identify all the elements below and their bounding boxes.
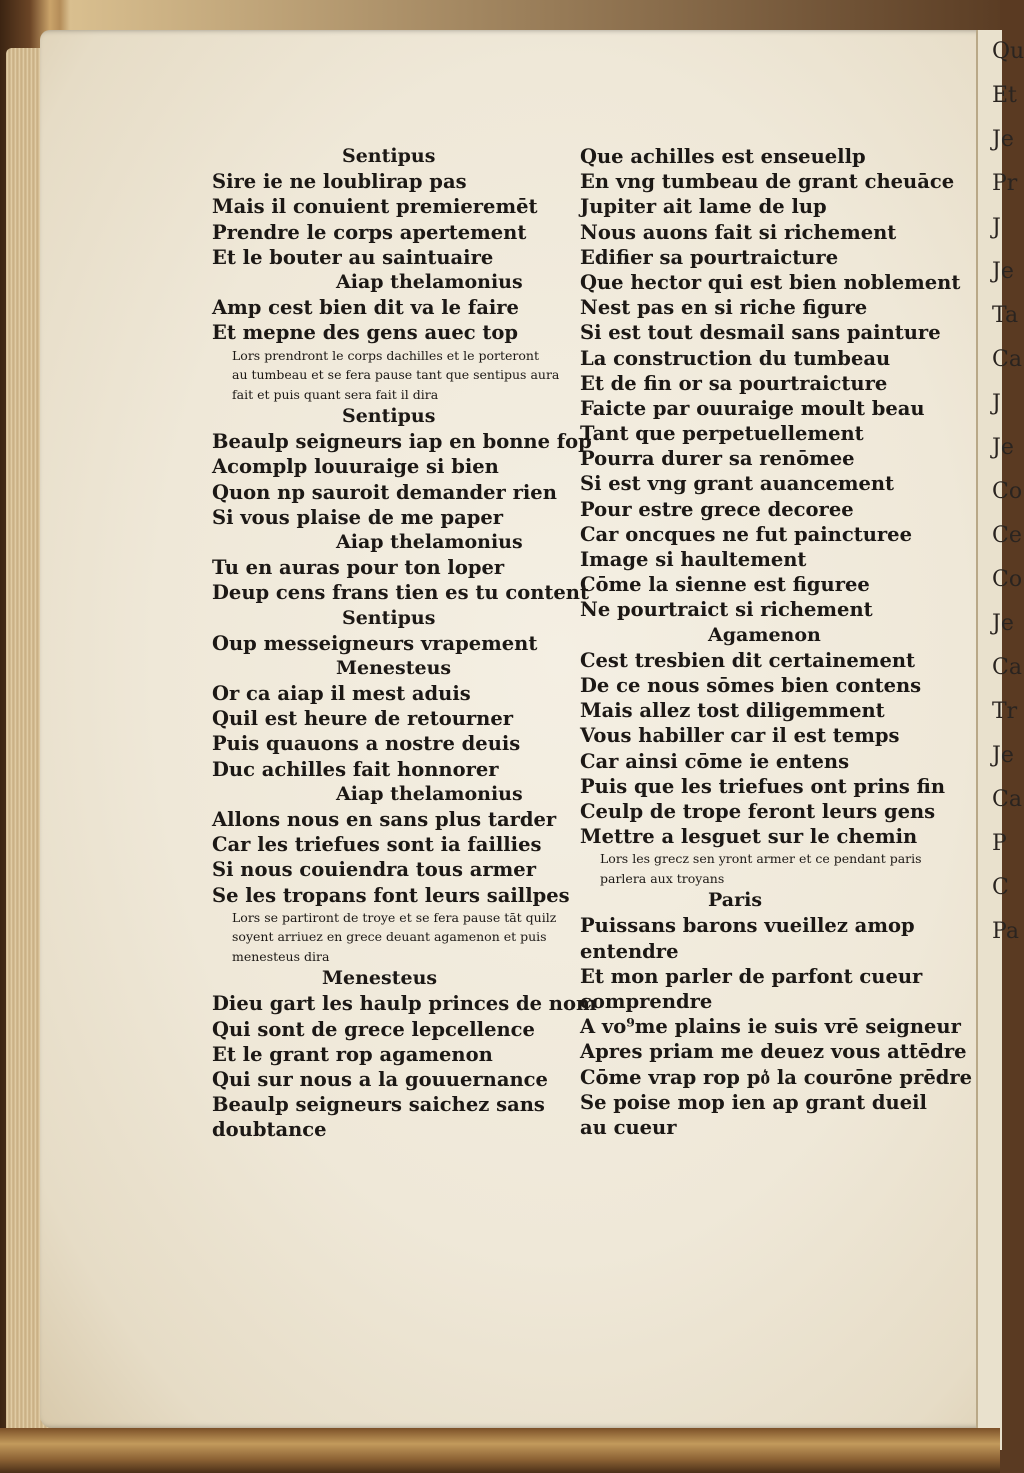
stage-direction: parlera aux troyans — [600, 870, 725, 886]
verse-line: Ceulp de trope feront leurs gens — [580, 799, 936, 823]
verse-line: Se poise mop ien ap grant dueil — [580, 1090, 927, 1114]
verse-line: Si est tout desmail sans painture — [580, 321, 941, 345]
verse-line: Tu en auras pour ton loper — [212, 556, 505, 580]
verse-line: Allons nous en sans plus tarder — [212, 808, 557, 831]
speaker-name: Sentipus — [342, 145, 436, 167]
adjacent-page-line-fragment: Qu — [992, 39, 1024, 64]
adjacent-page-line-fragment: Ca — [992, 347, 1022, 372]
verse-line: Si est vng grant auancement — [580, 472, 895, 496]
verse-line: Et mon parler de parfont cueur — [580, 964, 923, 988]
verse-line: doubtance — [212, 1118, 327, 1142]
verse-line: Mais il conuient premieremēt — [212, 195, 538, 219]
verse-line: Nest pas en si riche figure — [580, 296, 868, 320]
binding-edge — [0, 1428, 1000, 1473]
adjacent-page-line-fragment: J — [992, 215, 1001, 240]
verse-line: Qui sont de grece lepcellence — [212, 1017, 535, 1041]
speaker-name: Sentipus — [342, 606, 436, 629]
verse-line: Pourra durer sa renōmee — [580, 447, 855, 471]
adjacent-page-line-fragment: Co — [992, 567, 1023, 592]
adjacent-page-line-fragment: Je — [992, 435, 1014, 460]
adjacent-page-line-fragment: Je — [992, 127, 1014, 152]
verse-line: Se les tropans font leurs saillpes — [212, 883, 570, 907]
adjacent-page-line-fragment: Ca — [992, 787, 1022, 812]
adjacent-page-line-fragment: Et — [992, 83, 1017, 108]
adjacent-page-line-fragment: J — [992, 391, 1001, 416]
stage-direction: soyent arriuez en grece deuant agamenon et puis — [232, 929, 547, 945]
adjacent-page-edge — [976, 30, 1024, 1450]
speaker-name: Agamenon — [708, 623, 821, 646]
stage-direction: Lors se partiront de troye et se fera pause tāt quilz — [232, 909, 557, 925]
verse-line: Beaulp seigneurs iap en bonne fop — [212, 430, 592, 454]
verse-line: Dieu gart les haulp princes de nom — [212, 992, 597, 1016]
verse-line: De ce nous sōmes bien contens — [580, 673, 922, 697]
verse-line: Mettre a lesguet sur le chemin — [580, 825, 918, 849]
speaker-name: Paris — [708, 889, 763, 912]
verse-line: Et le grant rop agamenon — [212, 1042, 493, 1066]
verse-line: Beaulp seigneurs saichez sans — [212, 1093, 545, 1117]
speaker-name: Sentipus — [342, 405, 436, 427]
verse-line: Car les triefues sont ia faillies — [212, 833, 542, 857]
verse-line: Jupiter ait lame de lup — [580, 195, 827, 219]
verse-line: Pour estre grece decoree — [580, 497, 854, 521]
verse-line: Quil est heure de retourner — [212, 707, 514, 731]
speaker-name: Aiap thelamonius — [336, 782, 523, 805]
adjacent-page-line-fragment: Je — [992, 611, 1014, 636]
stage-direction: menesteus dira — [232, 948, 330, 964]
verse-line: Si vous plaise de me paper — [212, 505, 504, 529]
verse-line: Ne pourtraict si richement — [580, 598, 873, 622]
adjacent-page-line-fragment: C — [992, 875, 1009, 900]
verse-line: Quon np sauroit demander rien — [212, 480, 557, 504]
verse-line: Image si haultement — [580, 548, 807, 571]
verse-line: Que achilles est enseuellp — [580, 145, 866, 168]
verse-line: Si nous couiendra tous armer — [212, 858, 536, 882]
verse-line: entendre — [580, 939, 679, 963]
speaker-name: Menesteus — [336, 656, 452, 679]
verse-line: Car oncques ne fut paincturee — [580, 522, 912, 546]
speaker-name: Aiap thelamonius — [336, 270, 523, 293]
verse-line: Cōme vrap rop po͛ la courōne prēdre — [580, 1065, 973, 1089]
verse-line: Et de fin or sa pourtraicture — [580, 371, 888, 395]
verse-line: Sire ie ne loublirap pas — [212, 170, 467, 194]
stage-direction: Lors les grecz sen yront armer et ce pendant paris — [600, 851, 922, 867]
adjacent-page-line-fragment: Ca — [992, 655, 1022, 680]
verse-line: Puis quauons a nostre deuis — [212, 732, 521, 756]
verse-line: La construction du tumbeau — [580, 346, 891, 370]
verse-line: Vous habiller car il est temps — [580, 724, 900, 748]
verse-line: Edifier sa pourtraicture — [580, 245, 839, 269]
verse-line: Apres priam me deuez vous attēdre — [580, 1040, 967, 1064]
verse-line: Duc achilles fait honnorer — [212, 757, 499, 781]
adjacent-page-line-fragment: Ce — [992, 523, 1022, 548]
verse-line: Tant que perpetuellement — [580, 422, 864, 446]
verse-line: Or ca aiap il mest aduis — [212, 682, 471, 706]
verse-line: Car ainsi cōme ie entens — [580, 749, 850, 773]
verse-line: Puis que les triefues ont prins fin — [580, 774, 946, 798]
verse-line: Mais allez tost diligemment — [580, 699, 885, 723]
verse-line: Que hector qui est bien noblement — [580, 270, 961, 294]
verse-line: Deup cens frans tien es tu content — [212, 581, 589, 605]
stage-direction: au tumbeau et se fera pause tant que sentipus aura — [232, 367, 560, 382]
verse-line: En vng tumbeau de grant cheuāce — [580, 170, 955, 194]
verse-line: Puissans barons vueillez amop — [580, 914, 915, 938]
adjacent-page-line-fragment: Pa — [992, 919, 1019, 944]
verse-line: Et le bouter au saintuaire — [212, 245, 494, 269]
verse-line: Cest tresbien dit certainement — [580, 648, 916, 672]
adjacent-page-line-fragment: Je — [992, 743, 1014, 768]
verse-line: Acomplp louuraige si bien — [212, 455, 499, 479]
verse-line: au cueur — [580, 1115, 677, 1139]
verse-line: Oup messeigneurs vrapement — [212, 631, 538, 655]
stage-direction: fait et puis quant sera fait il dira — [232, 386, 439, 402]
adjacent-page-line-fragment: Co — [992, 479, 1023, 504]
verse-line: Cōme la sienne est figuree — [580, 573, 870, 597]
left-text-column — [212, 144, 597, 1143]
verse-line: Qui sur nous a la gouuernance — [212, 1068, 548, 1091]
verse-line: A vo⁹me plains ie suis vrē seigneur — [580, 1015, 961, 1039]
adjacent-page-line-fragment: P — [992, 831, 1007, 856]
adjacent-page-line-fragment: Tr — [992, 699, 1018, 724]
verse-line: Amp cest bien dit va le faire — [212, 296, 519, 320]
verse-line: Faicte par ouuraige moult beau — [580, 396, 925, 420]
speaker-name: Aiap thelamonius — [336, 530, 523, 553]
verse-line: comprendre — [580, 990, 713, 1013]
stage-direction: Lors prendront le corps dachilles et le porteront — [232, 347, 539, 363]
adjacent-page-line-fragment: Ta — [992, 303, 1019, 328]
verse-line: Nous auons fait si richement — [580, 220, 897, 244]
verse-line: Et mepne des gens auec top — [212, 321, 519, 345]
adjacent-page-line-fragment: Je — [992, 259, 1014, 284]
verse-line: Prendre le corps apertement — [212, 220, 527, 244]
right-text-column — [580, 144, 973, 1140]
speaker-name: Menesteus — [322, 967, 438, 990]
adjacent-page-line-fragment: Pr — [992, 171, 1018, 196]
